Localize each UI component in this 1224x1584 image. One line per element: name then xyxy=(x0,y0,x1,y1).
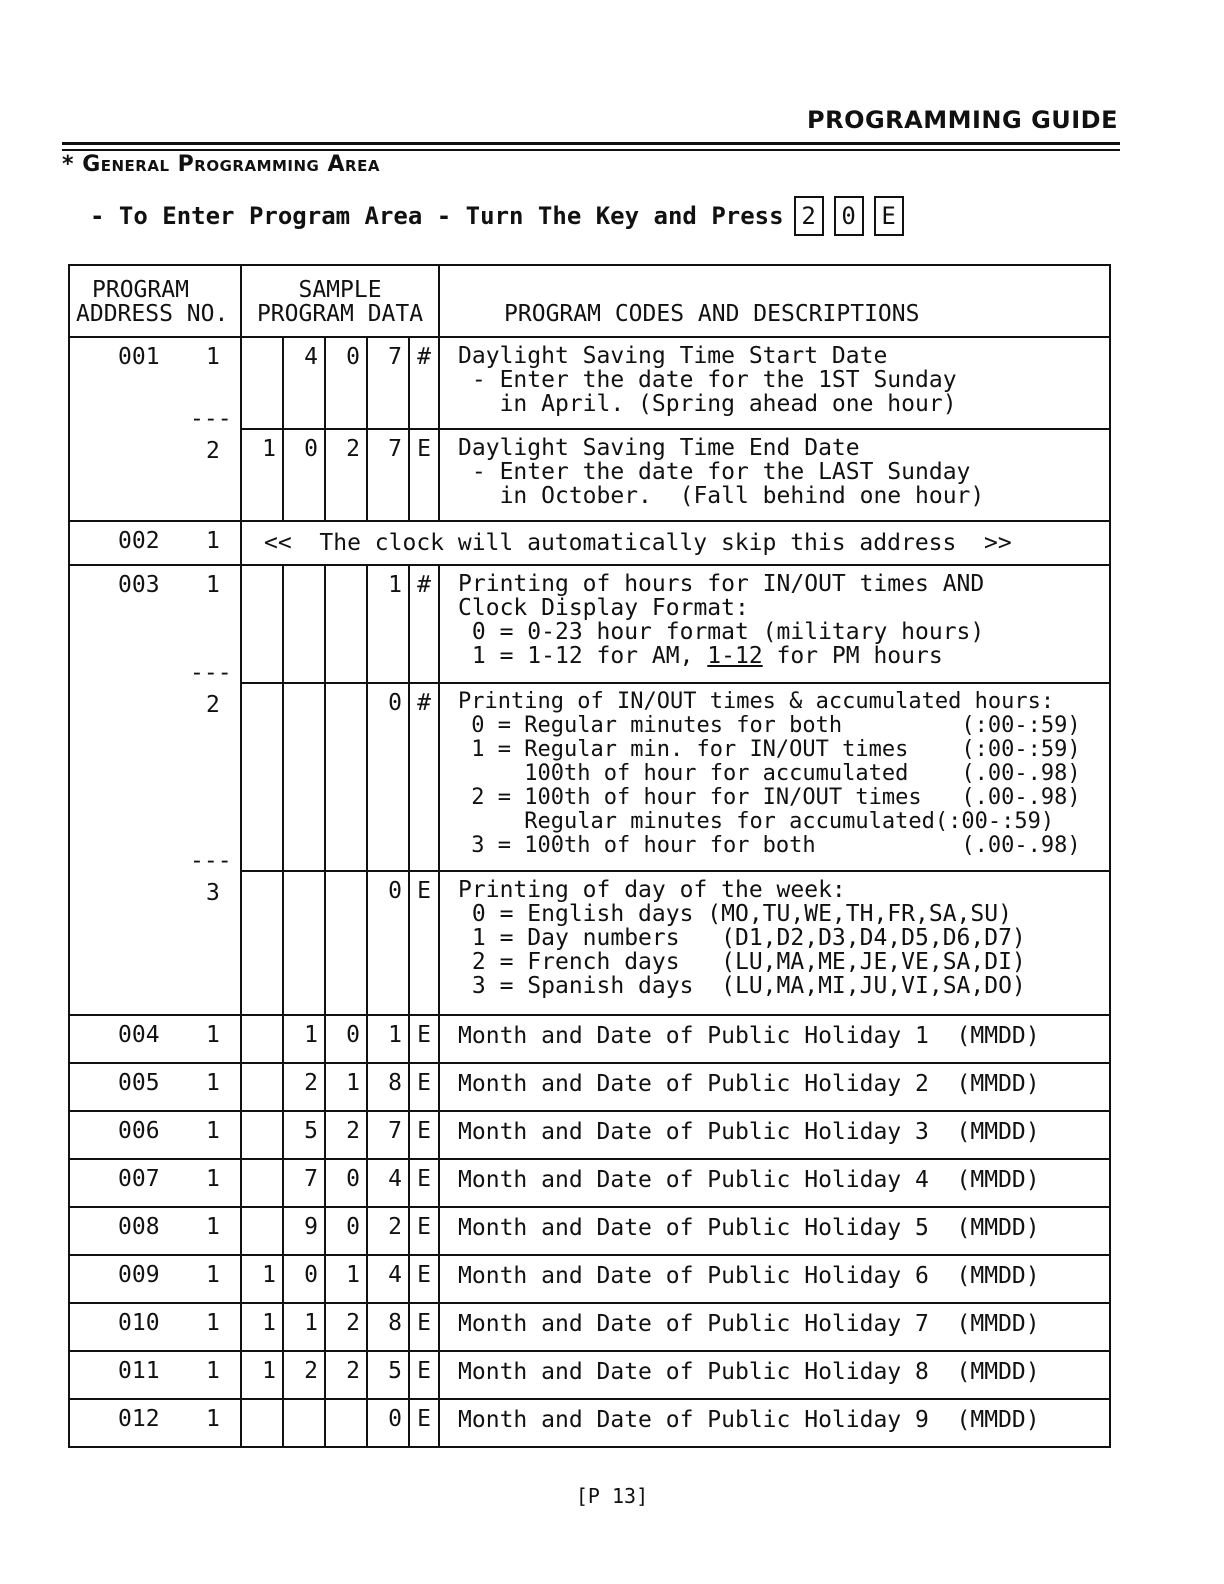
data-cell: 7 xyxy=(367,429,409,521)
data-cell: 2 xyxy=(325,1303,367,1351)
data-cell xyxy=(283,565,325,683)
header-sample xyxy=(241,265,439,337)
data-cell: 0 xyxy=(325,1159,367,1207)
data-cell: 1 xyxy=(325,1063,367,1111)
table-header-row xyxy=(69,265,1110,337)
data-cell xyxy=(241,683,283,871)
table-row xyxy=(69,1159,1110,1207)
sub-no: 1 xyxy=(206,1262,220,1288)
holiday-rows xyxy=(69,1015,1110,1447)
data-cell xyxy=(283,1399,325,1447)
data-cell xyxy=(241,871,283,1015)
data-cell: E xyxy=(409,1159,439,1207)
address-cell xyxy=(69,1351,241,1399)
data-cell: 1 xyxy=(283,1303,325,1351)
table-row xyxy=(69,1111,1110,1159)
address-cell xyxy=(69,1015,241,1063)
data-cell: 4 xyxy=(367,1159,409,1207)
table-row-003-1 xyxy=(69,565,1110,683)
data-cell xyxy=(241,1111,283,1159)
data-cell: 5 xyxy=(367,1351,409,1399)
data-cell: 1 xyxy=(241,1351,283,1399)
desc-cell xyxy=(439,565,1110,683)
data-cell: E xyxy=(409,1015,439,1063)
sub-no: 3 xyxy=(206,880,220,906)
skip-note: << The clock will automatically skip this address >> xyxy=(241,521,1110,565)
address-cell xyxy=(69,1111,241,1159)
data-cell: 0 xyxy=(367,871,409,1015)
desc-cell: Printing of IN/OUT times & accumulated hours: 0 = Regular minutes for both (:00-:59) 1 = Regular min. for IN/OUT times (:00-:59) 100th of hour for accumulated (.00-.98) 2 = 100th of hour for IN/OUT times (.00-.98) Regular minutes for accumulated(:00-:59) 3 = 100th of hour for both (.00-.98) xyxy=(439,683,1110,871)
sub-no: 1 xyxy=(206,1070,220,1096)
program-table xyxy=(68,264,1111,1448)
address: 008 xyxy=(118,1214,160,1240)
data-cell: 0 xyxy=(325,1207,367,1255)
desc-cell: Month and Date of Public Holiday 8 (MMDD) xyxy=(439,1351,1110,1399)
data-cell: 2 xyxy=(283,1063,325,1111)
data-cell: 1 xyxy=(241,429,283,521)
desc-text: Printing of hours for IN/OUT times AND Clock Display Format: 0 = 0-23 hour format (military hours) 1 = 1-12 for AM, xyxy=(458,571,985,669)
sub-no: 1 xyxy=(206,1214,220,1240)
data-cell: 1 xyxy=(283,1015,325,1063)
data-cell: 5 xyxy=(283,1111,325,1159)
page-number: [P 13] xyxy=(575,1484,649,1508)
header-address-line1: PROGRAM xyxy=(92,277,189,303)
section-title: General Programming Area xyxy=(82,152,380,177)
data-cell: 4 xyxy=(367,1255,409,1303)
address-cell xyxy=(69,1159,241,1207)
data-cell xyxy=(241,337,283,429)
table-row xyxy=(69,1207,1110,1255)
address-cell-003 xyxy=(69,565,241,1015)
desc-cell: Month and Date of Public Holiday 1 (MMDD) xyxy=(439,1015,1110,1063)
desc-cell: Month and Date of Public Holiday 5 (MMDD) xyxy=(439,1207,1110,1255)
address: 011 xyxy=(118,1358,160,1384)
desc-cell: Month and Date of Public Holiday 3 (MMDD) xyxy=(439,1111,1110,1159)
sub-no: 1 xyxy=(206,1022,220,1048)
desc-underlined: 1-12 xyxy=(707,643,763,669)
desc-cell: Daylight Saving Time End Date - Enter the date for the LAST Sunday in October. (Fall behind one hour) xyxy=(439,429,1110,521)
data-cell: E xyxy=(409,1111,439,1159)
sub-separator: --- xyxy=(190,660,232,686)
sub-no: 1 xyxy=(206,1118,220,1144)
data-cell xyxy=(241,565,283,683)
desc-text: for PM hours xyxy=(762,643,943,669)
header-sample-line1: SAMPLE xyxy=(298,277,382,303)
header-address xyxy=(69,265,241,337)
key-box-2: 0 xyxy=(834,196,864,236)
desc-cell: Month and Date of Public Holiday 4 (MMDD) xyxy=(439,1159,1110,1207)
table-row xyxy=(69,1063,1110,1111)
data-cell: 0 xyxy=(325,337,367,429)
address-002: 002 xyxy=(118,528,160,554)
address-001: 001 xyxy=(118,344,160,370)
data-cell xyxy=(325,565,367,683)
data-cell xyxy=(241,1015,283,1063)
data-cell xyxy=(283,683,325,871)
data-cell: E xyxy=(409,1255,439,1303)
table-row xyxy=(69,1303,1110,1351)
sub-separator: --- xyxy=(190,848,232,874)
address: 012 xyxy=(118,1406,160,1432)
data-cell: 2 xyxy=(325,1111,367,1159)
data-cell xyxy=(325,683,367,871)
data-cell: 2 xyxy=(325,429,367,521)
star-bullet: * xyxy=(62,152,75,177)
data-cell: 1 xyxy=(241,1303,283,1351)
data-cell: E xyxy=(409,1207,439,1255)
table-row-001-1 xyxy=(69,337,1110,429)
sub-no: 1 xyxy=(206,1166,220,1192)
address: 005 xyxy=(118,1070,160,1096)
key-box-1: 2 xyxy=(794,196,824,236)
desc-cell: Month and Date of Public Holiday 9 (MMDD) xyxy=(439,1399,1110,1447)
sub-no: 1 xyxy=(206,1358,220,1384)
address: 006 xyxy=(118,1118,160,1144)
desc-cell: Month and Date of Public Holiday 2 (MMDD) xyxy=(439,1063,1110,1111)
desc-cell: Printing of day of the week: 0 = English days (MO,TU,WE,TH,FR,SA,SU) 1 = Day numbers (D1,D2,D3,D4,D5,D6,D7) 2 = French days (LU,MA,ME,JE,VE,SA,DI) 3 = Spanish days (LU,MA,MI,JU,VI,SA,DO) xyxy=(439,871,1110,1015)
data-cell: 7 xyxy=(367,337,409,429)
data-cell: 1 xyxy=(325,1255,367,1303)
data-cell: # xyxy=(409,683,439,871)
data-cell: 0 xyxy=(283,429,325,521)
data-cell: 0 xyxy=(325,1015,367,1063)
sub-no: 1 xyxy=(206,528,220,554)
data-cell: 7 xyxy=(283,1159,325,1207)
address-cell xyxy=(69,1063,241,1111)
data-cell: 8 xyxy=(367,1063,409,1111)
key-box-3: E xyxy=(874,196,904,236)
address-003: 003 xyxy=(118,572,160,598)
address: 010 xyxy=(118,1310,160,1336)
header-rule-thin xyxy=(62,149,1120,151)
sub-no: 1 xyxy=(206,1406,220,1432)
header-codes: PROGRAM CODES AND DESCRIPTIONS xyxy=(439,265,1110,337)
address-cell-001 xyxy=(69,337,241,521)
table-row xyxy=(69,1351,1110,1399)
data-cell: E xyxy=(409,871,439,1015)
address-cell xyxy=(69,1207,241,1255)
address-cell xyxy=(69,1255,241,1303)
data-cell: E xyxy=(409,1303,439,1351)
data-cell: E xyxy=(409,1063,439,1111)
data-cell: E xyxy=(409,1399,439,1447)
address: 009 xyxy=(118,1262,160,1288)
data-cell xyxy=(241,1207,283,1255)
sub-no: 1 xyxy=(206,1310,220,1336)
page-header-title: PROGRAMMING GUIDE xyxy=(807,106,1118,134)
sub-no: 2 xyxy=(206,692,220,718)
data-cell: 9 xyxy=(283,1207,325,1255)
data-cell: 0 xyxy=(367,1399,409,1447)
data-cell: 1 xyxy=(241,1255,283,1303)
header-sample-line2: PROGRAM DATA xyxy=(256,301,424,327)
data-cell: # xyxy=(409,565,439,683)
data-cell xyxy=(325,1399,367,1447)
data-cell xyxy=(325,871,367,1015)
desc-cell: Daylight Saving Time Start Date - Enter the date for the 1ST Sunday in April. (Spring ahead one hour) xyxy=(439,337,1110,429)
desc-cell: Month and Date of Public Holiday 6 (MMDD) xyxy=(439,1255,1110,1303)
intro-instruction xyxy=(90,196,904,236)
sub-no: 2 xyxy=(206,438,220,464)
address-cell xyxy=(69,1303,241,1351)
table-row xyxy=(69,1015,1110,1063)
data-cell: # xyxy=(409,337,439,429)
data-cell: E xyxy=(409,1351,439,1399)
data-cell: 0 xyxy=(283,1255,325,1303)
data-cell: 1 xyxy=(367,1015,409,1063)
data-cell xyxy=(241,1399,283,1447)
data-cell: 2 xyxy=(325,1351,367,1399)
data-cell xyxy=(283,871,325,1015)
data-cell: 0 xyxy=(367,683,409,871)
table-row xyxy=(69,1255,1110,1303)
data-cell xyxy=(241,1063,283,1111)
data-cell: E xyxy=(409,429,439,521)
table-row xyxy=(69,1399,1110,1447)
sub-no: 1 xyxy=(206,572,220,598)
address: 007 xyxy=(118,1166,160,1192)
data-cell: 8 xyxy=(367,1303,409,1351)
data-cell: 2 xyxy=(283,1351,325,1399)
address: 004 xyxy=(118,1022,160,1048)
section-heading xyxy=(62,152,380,177)
data-cell xyxy=(241,1159,283,1207)
table-row-002 xyxy=(69,521,1110,565)
sub-separator: --- xyxy=(190,406,232,432)
data-cell: 2 xyxy=(367,1207,409,1255)
desc-cell: Month and Date of Public Holiday 7 (MMDD) xyxy=(439,1303,1110,1351)
address-cell xyxy=(69,1399,241,1447)
header-rule-thick xyxy=(62,142,1120,145)
data-cell: 1 xyxy=(367,565,409,683)
address-cell-002 xyxy=(69,521,241,565)
data-cell: 7 xyxy=(367,1111,409,1159)
intro-text: - To Enter Program Area - Turn The Key and Press xyxy=(90,202,784,230)
sub-no: 1 xyxy=(206,344,220,370)
data-cell: 4 xyxy=(283,337,325,429)
header-address-line2: ADDRESS NO. xyxy=(76,301,229,327)
